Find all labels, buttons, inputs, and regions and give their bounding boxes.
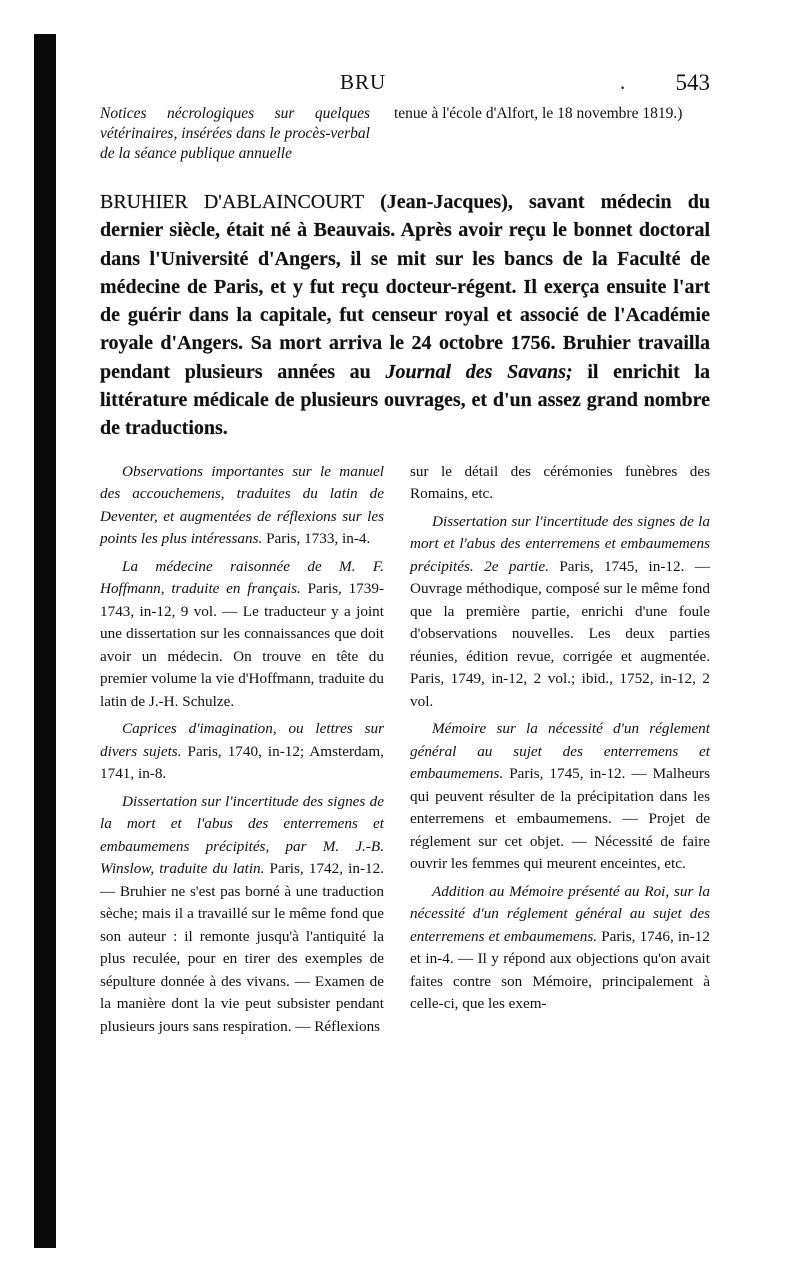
work-title: Observations importantes sur le manuel des accouchemens, traduites du latin de Deventer, et augmentées de réflexions sur les points les plus intéressans. xyxy=(100,462,384,548)
bibliography-item xyxy=(410,718,710,876)
bibliography-left-column xyxy=(100,461,384,1044)
work-title: Caprices d'imagination, ou lettres sur divers sujets. xyxy=(100,720,384,760)
journal-title: Journal des Savans; xyxy=(385,360,573,383)
running-title: BRU xyxy=(340,70,387,94)
bibliography-item xyxy=(410,881,710,1016)
work-title: La médecine raisonnée de M. F. Hoffmann, traduite en français. xyxy=(100,557,384,598)
work-details: Paris, 1746, in-12 et in-4. — Il y répond aux objections qu'on avait faites contre son Mémoire, principalement à celle-ci, que les exem- xyxy=(410,927,710,1013)
entry-forename: (Jean-Jacques), xyxy=(380,191,513,213)
book-binding-edge xyxy=(34,34,56,1248)
work-details: Paris, 1742, in-12. — Bruhier ne s'est pas borné à une traduction sèche; mais il a travaillé sur le même fond que son auteur : il remonte jusqu'à l'antiquité la plus reculée, pour en tirer des exemples de sépulture donnée à des vivans. — Examen de la manière dont la vie peut subsister pendant plusieurs jours sans respiration. — Réflexions xyxy=(100,860,384,1035)
bibliography-right-column xyxy=(410,461,710,1044)
bibliography-item xyxy=(410,511,710,714)
header-separator: . xyxy=(620,70,626,94)
entry-name: BRUHIER D'ABLAINCOURT xyxy=(100,191,365,213)
bibliography xyxy=(100,461,710,1044)
work-details: Paris, 1745, in-12. — Ouvrage méthodique, composé sur le même fond que la première partie, enrichi d'une foule d'observations nouvelles. Les deux parties réunies, édition revue, corrigée et augmentée. Paris, 1749, in-12, 2 vol.; ibid., 1752, in-12, 2 vol. xyxy=(410,557,710,710)
entry-body: savant médecin du dernier siècle, était né à Beauvais. Après avoir reçu le bonnet doctoral dans l'Université d'Angers, il se mit sur les bancs de la Faculté de médecine de Paris, et y fut reçu docteur-régent. Il exerça ensuite l'art de guérir dans la capitale, fut censeur royal et associé de l'Académie royale d'Angers. Sa mort arriva le 24 octobre 1756. Bruhier travailla pendant plusieurs années au xyxy=(100,191,710,383)
work-details: Paris, 1739-1743, in-12, 9 vol. — Le traducteur y a joint une dissertation sur les connaissances que doit avoir un médecin. On trouve en tête du premier volume la vie d'Hoffmann, traduite du latin de J.-H. Schulze. xyxy=(100,580,384,710)
top-continuation xyxy=(100,104,710,164)
running-header xyxy=(100,70,710,104)
work-details: Paris, 1740, in-12; Amsterdam, 1741, in-8. xyxy=(100,742,384,783)
work-details: Paris, 1733, in-4. xyxy=(262,530,371,548)
work-title: Addition au Mémoire présenté au Roi, sur la nécessité d'un réglement général au sujet des enterremens et embaumemens. xyxy=(410,882,710,945)
bibliography-item xyxy=(100,718,384,786)
work-title: Dissertation sur l'incertitude des signes de la mort et l'abus des enterremens et embaumemens précipités, par M. J.-B. Winslow, traduite du latin. xyxy=(100,792,384,878)
bibliography-item xyxy=(100,461,384,551)
top-right-text: tenue à l'école d'Alfort, le 18 novembre 1819.) xyxy=(394,105,683,122)
page xyxy=(100,70,710,1043)
page-number: 543 xyxy=(675,70,710,95)
work-title: Mémoire sur la nécessité d'un réglement général au sujet des enterremens et embaumemens. xyxy=(410,720,710,783)
top-left-text: Notices nécrologiques sur quelques vétérinaires, insérées dans le procès-verbal de la séance publique annuelle xyxy=(100,105,370,162)
work-details: sur le détail des cérémonies funèbres des Romains, etc. xyxy=(410,462,710,503)
bibliography-item xyxy=(100,791,384,1039)
work-title: Dissertation sur l'incertitude des signes de la mort et l'abus des enterremens et embaumemens précipités. 2e partie. xyxy=(410,512,710,575)
bibliography-item xyxy=(410,461,710,506)
work-details: Paris, 1745, in-12. — Malheurs qui peuvent résulter de la précipitation dans les enterremens et embaumemens. — Projet de réglement sur cet objet. — Nécessité de faire ouvrir les femmes qui meurent enceintes, etc. xyxy=(410,765,710,873)
biography-entry xyxy=(100,188,710,443)
entry-body-end: il enrichit la littérature médicale de plusieurs ouvrages, et d'un assez grand nombre de traductions. xyxy=(100,360,710,440)
bibliography-item xyxy=(100,556,384,714)
